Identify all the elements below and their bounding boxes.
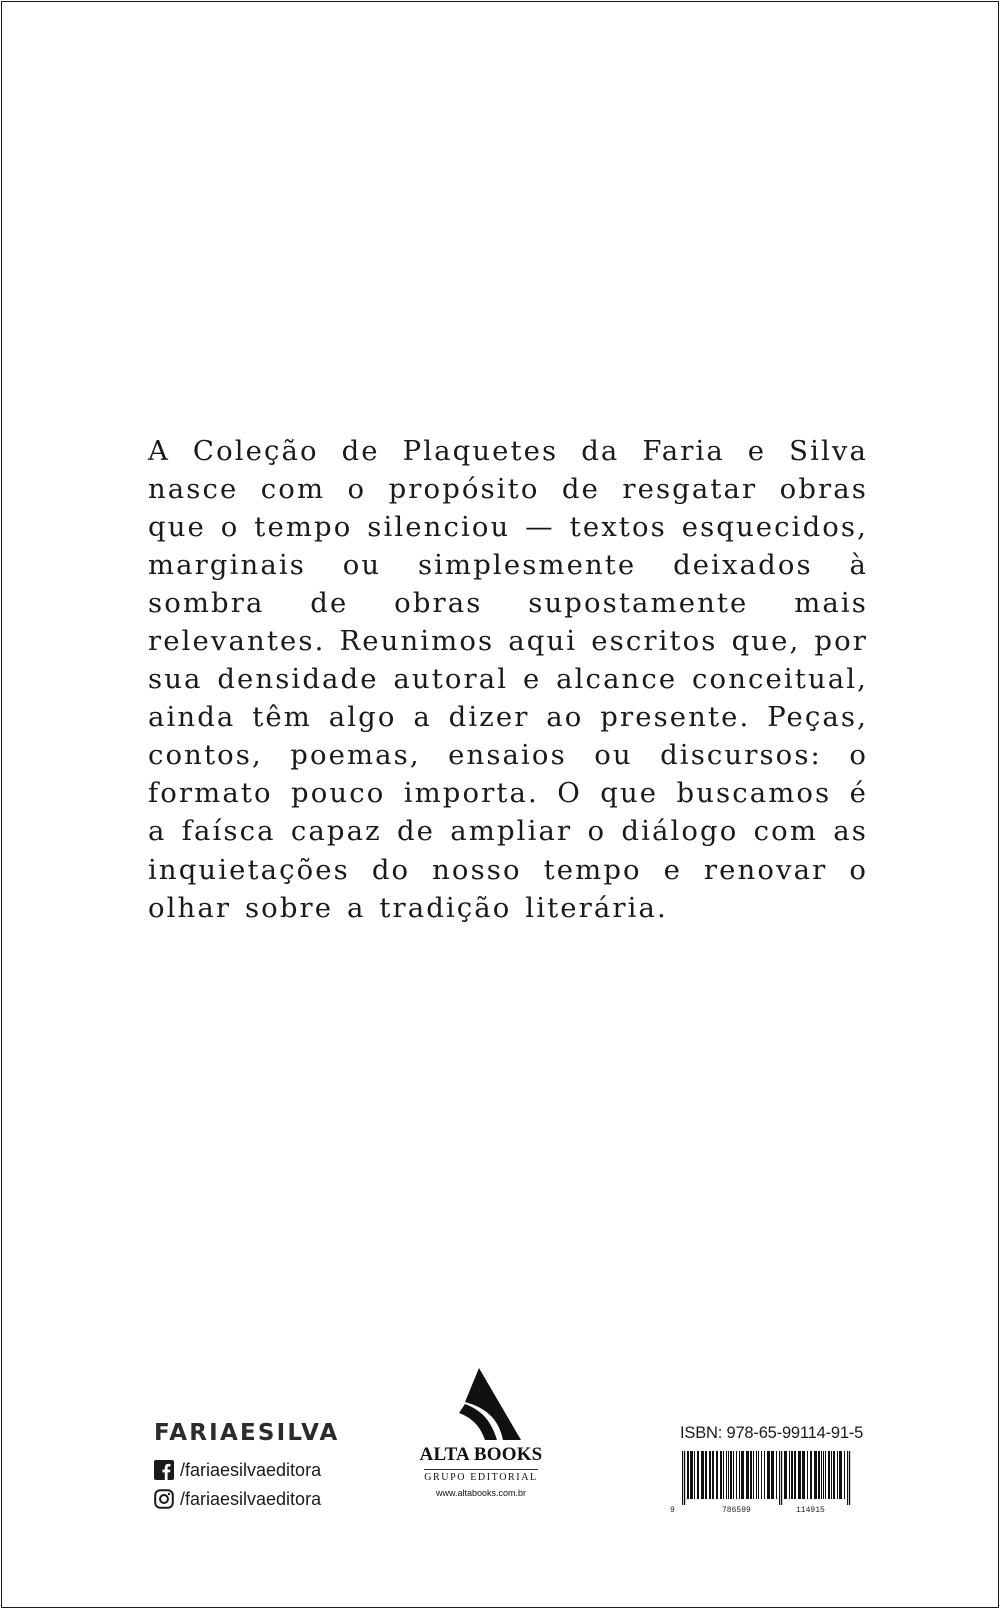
collection-description: A Coleção de Plaquetes da Faria e Silva nasce com o propósito de resgatar obras que o tempo silenciou — textos esquecidos, marginais ou simplesmente deixados à sombra de obras supostamente mais relevantes. Reunimos aqui escritos que, por sua densidade autoral e alcance conceitual, ainda têm algo a dizer ao presente. Peças, contos, poemas, ensaios ou discursos: o formato pouco importa. O que buscamos é a faísca capaz de ampliar o diálogo com as inquietações do nosso tempo e renovar o olhar sobre a tradição literária.: [148, 434, 868, 924]
barcode-bar: [767, 1451, 770, 1499]
barcode-bar: [687, 1451, 689, 1499]
barcode-bar: [694, 1451, 695, 1499]
alta-books-name: ALTA BOOKS: [419, 1444, 543, 1465]
barcode-bar: [771, 1451, 774, 1499]
barcode-bar: [794, 1451, 796, 1499]
barcode-guard-bar: [682, 1451, 683, 1505]
back-cover: [1, 1, 999, 1608]
barcode-bar: [733, 1451, 734, 1499]
barcode-bar: [730, 1451, 732, 1499]
barcode-digits-left: 786599: [722, 1506, 751, 1515]
barcode-bar: [705, 1451, 707, 1499]
barcode-bar: [756, 1451, 757, 1499]
barcode-bar: [750, 1451, 752, 1499]
barcode-guard-bar: [684, 1451, 685, 1505]
barcode-bar: [728, 1451, 729, 1499]
barcode-guard-bar: [849, 1451, 850, 1505]
barcode-bar: [837, 1451, 838, 1499]
barcode-bar: [739, 1451, 740, 1499]
barcode-bar: [791, 1451, 793, 1499]
isbn-block: [670, 1423, 870, 1518]
barcode-bar: [690, 1451, 693, 1499]
barcode-guard-bar: [847, 1451, 848, 1505]
barcode-bar: [821, 1451, 822, 1499]
barcode-bar: [810, 1451, 812, 1499]
publisher-block: [154, 1420, 394, 1511]
barcode-bar: [818, 1451, 820, 1499]
barcode-bar: [798, 1451, 801, 1499]
instagram-row: [154, 1487, 394, 1511]
barcode-guard-bar: [779, 1451, 780, 1505]
barcode-bar: [712, 1451, 714, 1499]
barcode-bar: [761, 1451, 762, 1499]
instagram-icon: [154, 1489, 174, 1509]
isbn-number: ISBN: 978-65-99114-91-5: [680, 1424, 864, 1442]
barcode-bar: [709, 1451, 711, 1499]
barcode-bar: [736, 1451, 737, 1499]
barcode-bar: [823, 1451, 824, 1499]
alta-books-triangle-logo: [441, 1368, 521, 1440]
barcode-bar: [776, 1451, 777, 1499]
instagram-handle: /fariaesilvaeditora: [180, 1488, 322, 1509]
barcode-digits-right: 114915: [796, 1506, 825, 1515]
facebook-handle: /fariaesilvaeditora: [180, 1459, 322, 1480]
barcode-bar: [746, 1451, 749, 1499]
facebook-row: [154, 1458, 394, 1482]
barcode-bar: [833, 1451, 835, 1499]
barcode-bar: [825, 1451, 826, 1499]
alta-books-website: www.altabooks.com.br: [435, 1488, 527, 1498]
barcode-bar: [726, 1451, 727, 1499]
barcode-bar: [758, 1451, 759, 1499]
barcode-bar: [844, 1451, 845, 1499]
barcode-bar: [716, 1451, 718, 1499]
barcode: [670, 1451, 860, 1505]
barcode-digits: [670, 1506, 870, 1518]
barcode-bar: [839, 1451, 842, 1499]
barcode-digit-lead: 9: [670, 1506, 675, 1515]
barcode-bar: [807, 1451, 808, 1499]
barcode-bar: [764, 1451, 765, 1499]
barcode-bar: [814, 1451, 817, 1499]
alta-books-group: GRUPO EDITORIAL: [424, 1469, 538, 1484]
barcode-bar: [831, 1451, 832, 1499]
faria-e-silva-logo: FARIAESILVA: [154, 1420, 340, 1446]
barcode-bar: [723, 1451, 724, 1499]
barcode-bar: [753, 1451, 754, 1499]
barcode-bar: [697, 1451, 699, 1499]
barcode-bar: [828, 1451, 830, 1499]
barcode-bar: [741, 1451, 744, 1499]
barcode-guard-bar: [781, 1451, 782, 1505]
barcode-bar: [720, 1451, 722, 1499]
barcode-bar: [784, 1451, 787, 1499]
barcode-bar: [701, 1451, 704, 1499]
alta-books-imprint: [416, 1368, 546, 1499]
facebook-icon: [154, 1460, 174, 1480]
barcode-bar: [789, 1451, 790, 1499]
barcode-bar: [802, 1451, 805, 1499]
